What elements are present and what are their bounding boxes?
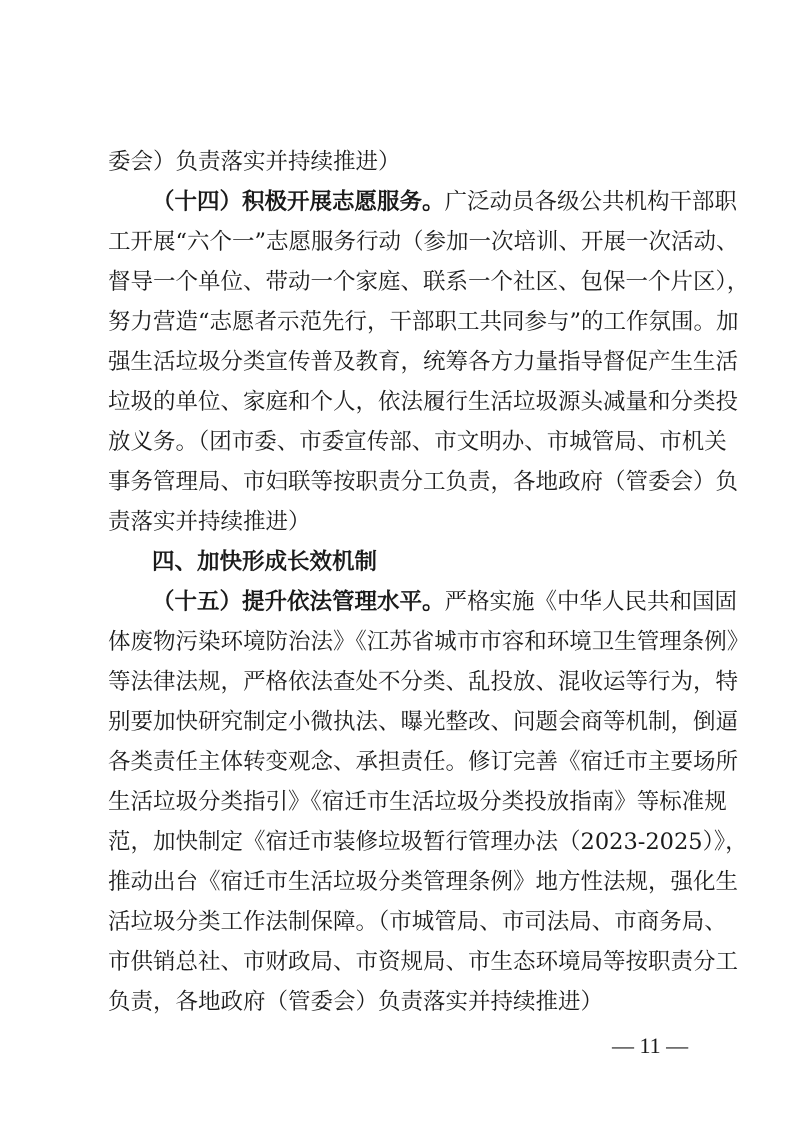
paragraph-15-line: 范，加快制定《宿迁市装修垃圾暂行管理办法（2023-2025）》， — [108, 829, 748, 855]
paragraph-13-tail-line: 委会）负责落实并持续推进） — [108, 149, 401, 175]
paragraph-14-line: 强生活垃圾分类宣传普及教育，统筹各方力量指导督促产生生活 — [108, 349, 739, 375]
paragraph-15-line: 生活垃圾分类指引》《宿迁市生活垃圾分类投放指南》等标准规 — [108, 789, 727, 815]
paragraph-15-line: 严格实施《中华人民共和国固 — [444, 589, 738, 615]
paragraph-14-line: 努力营造“志愿者示范先行，干部职工共同参与”的工作氛围。加 — [108, 309, 739, 335]
page-number: — 11 — — [612, 1033, 689, 1058]
paragraph-14-line: 广泛动员各级公共机构干部职 — [444, 189, 738, 215]
paragraph-14-line: 放义务。（团市委、市委宣传部、市文明办、市城管局、市机关 — [108, 429, 727, 455]
paragraph-15-line: 活垃圾分类工作法制保障。（市城管局、市司法局、市商务局、 — [108, 909, 727, 935]
paragraph-15-line: 负责，各地政府（管委会）负责落实并持续推进） — [108, 989, 604, 1015]
paragraph-15-line: 推动出台《宿迁市生活垃圾分类管理条例》地方性法规，强化生 — [108, 869, 739, 895]
paragraph-15-line: 等法律法规，严格依法查处不分类、乱投放、混收运等行为，特 — [108, 669, 739, 695]
paragraph-14-line: 事务管理局、市妇联等按职责分工负责，各地政府（管委会）负 — [108, 469, 739, 495]
paragraph-15-line: 各类责任主体转变观念、承担责任。修订完善《宿迁市主要场所 — [108, 749, 739, 775]
paragraph-15-line: 市供销总社、市财政局、市资规局、市生态环境局等按职责分工 — [108, 949, 739, 975]
paragraph-15-line: 别要加快研究制定小微执法、曝光整改、问题会商等机制，倒逼 — [108, 709, 739, 735]
paragraph-14-line: 责落实并持续推进） — [108, 509, 311, 535]
paragraph-15-lead: （十五）提升依法管理水平。 — [152, 589, 445, 615]
paragraph-14-lead: （十四）积极开展志愿服务。 — [152, 189, 445, 215]
section-heading: 四、加快形成长效机制 — [152, 549, 378, 575]
paragraph-14-first-line — [152, 187, 738, 217]
paragraph-14-line: 工开展“六个一”志愿服务行动（参加一次培训、开展一次活动、 — [108, 229, 739, 255]
paragraph-14-line: 垃圾的单位、家庭和个人，依法履行生活垃圾源头减量和分类投 — [108, 389, 739, 415]
paragraph-15-line: 体废物污染环境防治法》《江苏省城市市容和环境卫生管理条例》 — [108, 629, 750, 655]
paragraph-15-first-line — [152, 587, 738, 617]
paragraph-14-line: 督导一个单位、带动一个家庭、联系一个社区、包保一个片区）， — [108, 269, 750, 295]
